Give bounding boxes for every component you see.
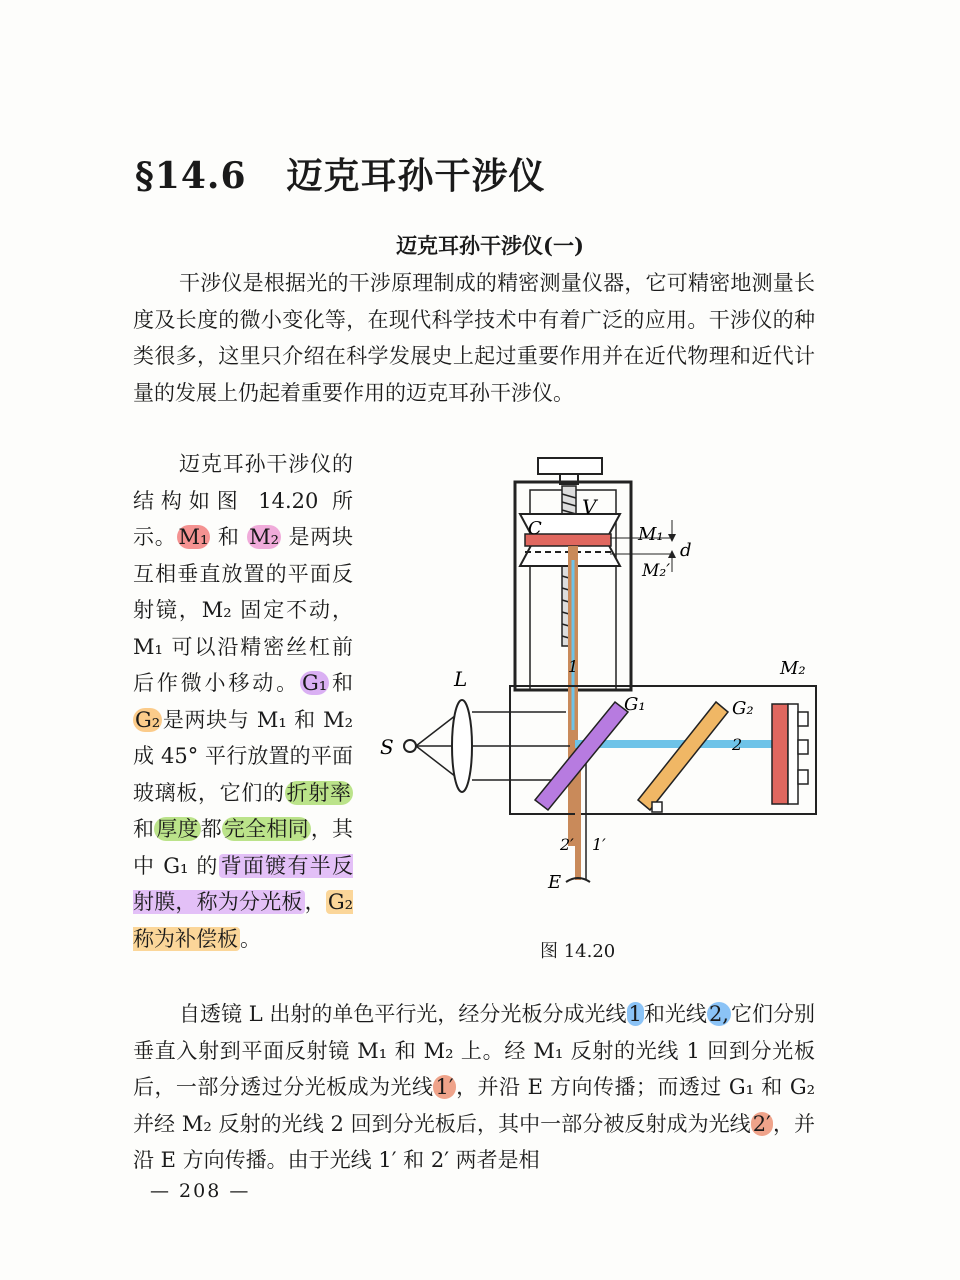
highlight-g1: G₁ — [301, 671, 328, 695]
text-run: 和光线 — [643, 1002, 707, 1026]
label-m2: M₂ — [780, 658, 806, 679]
label-g1: G₁ — [624, 694, 646, 715]
label-ray-1: 1 — [568, 657, 579, 676]
highlight-ray-1: 1 — [628, 1002, 642, 1026]
text-run: ，并沿 E 方向传播；而透过 G₁ 和 G₂ 并经 M₂ 反射的光线 2 回到分光板后，其中一部分被反射成为光线 — [133, 1075, 816, 1136]
highlight-refractive-index: 折射率 — [286, 780, 352, 805]
mirror-m2 — [772, 704, 788, 804]
subsection-title: 迈克耳孙干涉仪(一) — [396, 233, 584, 258]
label-s: S — [380, 735, 394, 759]
text-run: 迈克耳孙干涉仪的结构如图 14.20 所示。 — [133, 452, 353, 549]
ray-path-paragraph — [133, 996, 815, 1179]
section-number: §14.6 — [135, 155, 247, 197]
text-run: 都 — [200, 817, 222, 841]
figure-caption: 图 14.20 — [540, 941, 616, 962]
label-d: d — [680, 540, 692, 561]
text-run: 它们分别垂直入射到平面反射镜 M₁ 和 M₂ 上。经 M₁ 反射的光线 1 回到分光板后，一部分透过分光板成为光线 — [133, 1002, 816, 1099]
text-run: 和 — [217, 525, 240, 549]
section-title: 迈克耳孙干涉仪 — [286, 155, 546, 197]
ray-2-horizontal — [575, 740, 780, 748]
text-run: 是两块互相垂直放置的平面反射镜，M₂ 固定不动，M₁ 可以沿精密丝杠前后作微小移动。 — [133, 525, 353, 695]
highlight-compensator: G₂ 称为补偿板 — [133, 890, 354, 951]
indent — [133, 452, 179, 476]
text-run: ， — [304, 890, 326, 914]
label-e: E — [548, 872, 562, 893]
label-l: L — [454, 667, 468, 691]
text-run: 和 — [133, 817, 155, 841]
highlight-identical: 完全相同 — [223, 817, 309, 841]
structure-paragraph — [133, 446, 353, 957]
label-m2-prime: M₂′ — [642, 561, 671, 581]
light-source — [404, 740, 416, 752]
highlight-m1: M₁ — [178, 525, 209, 549]
beam-splitter-g1 — [535, 702, 628, 810]
highlight-ray-2: 2, — [708, 1002, 729, 1026]
label-c: C — [528, 518, 542, 539]
text-run: ，其中 G₁ 的 — [133, 817, 354, 878]
intro-paragraph: 干涉仪是根据光的干涉原理制成的精密测量仪器，它可精密地测量长度及长度的微小变化等，在现代科学技术中有着广泛的应用。干涉仪的种类很多，这里只介绍在科学发展史上起过重要作用并在近代物理和近代计量的发展上仍起着重要作用的迈克耳孙干涉仪。 — [133, 271, 815, 405]
highlight-thickness: 厚度 — [156, 817, 199, 841]
michelson-interferometer-diagram — [370, 450, 830, 910]
highlight-m2: M₂ — [249, 525, 280, 549]
lens — [452, 700, 472, 792]
text-run: 。 — [240, 926, 261, 951]
adjustment-knob — [538, 458, 602, 474]
section-heading — [135, 148, 546, 199]
text-run: 自透镜 L 出射的单色平行光，经分光板分成光线 — [179, 1002, 627, 1026]
highlight-beam-splitter: 背面镀有半反射膜，称为分光板 — [133, 853, 354, 914]
compensator-g2 — [638, 702, 728, 810]
text-run: ，并沿 E 方向传播。由于光线 1′ 和 2′ 两者是相 — [133, 1111, 816, 1172]
label-ray-1-prime: 1′ — [592, 835, 606, 854]
highlight-ray-2-prime: 2′ — [752, 1111, 771, 1136]
label-ray-2-prime: 2′ — [560, 835, 574, 854]
text-run: 是两块与 M₁ 和 M₂ 成 45° 平行放置的平面玻璃板，它们的 — [133, 707, 353, 805]
label-v: V — [582, 495, 597, 519]
highlight-g2: G₂ — [135, 707, 161, 732]
label-ray-2: 2 — [732, 735, 743, 754]
text-run: 和 — [329, 671, 354, 695]
page-number: — 208 — — [150, 1180, 251, 1202]
label-g2: G₂ — [732, 698, 754, 719]
highlight-ray-1-prime: 1′ — [435, 1075, 454, 1099]
label-m1: M₁ — [638, 524, 664, 545]
